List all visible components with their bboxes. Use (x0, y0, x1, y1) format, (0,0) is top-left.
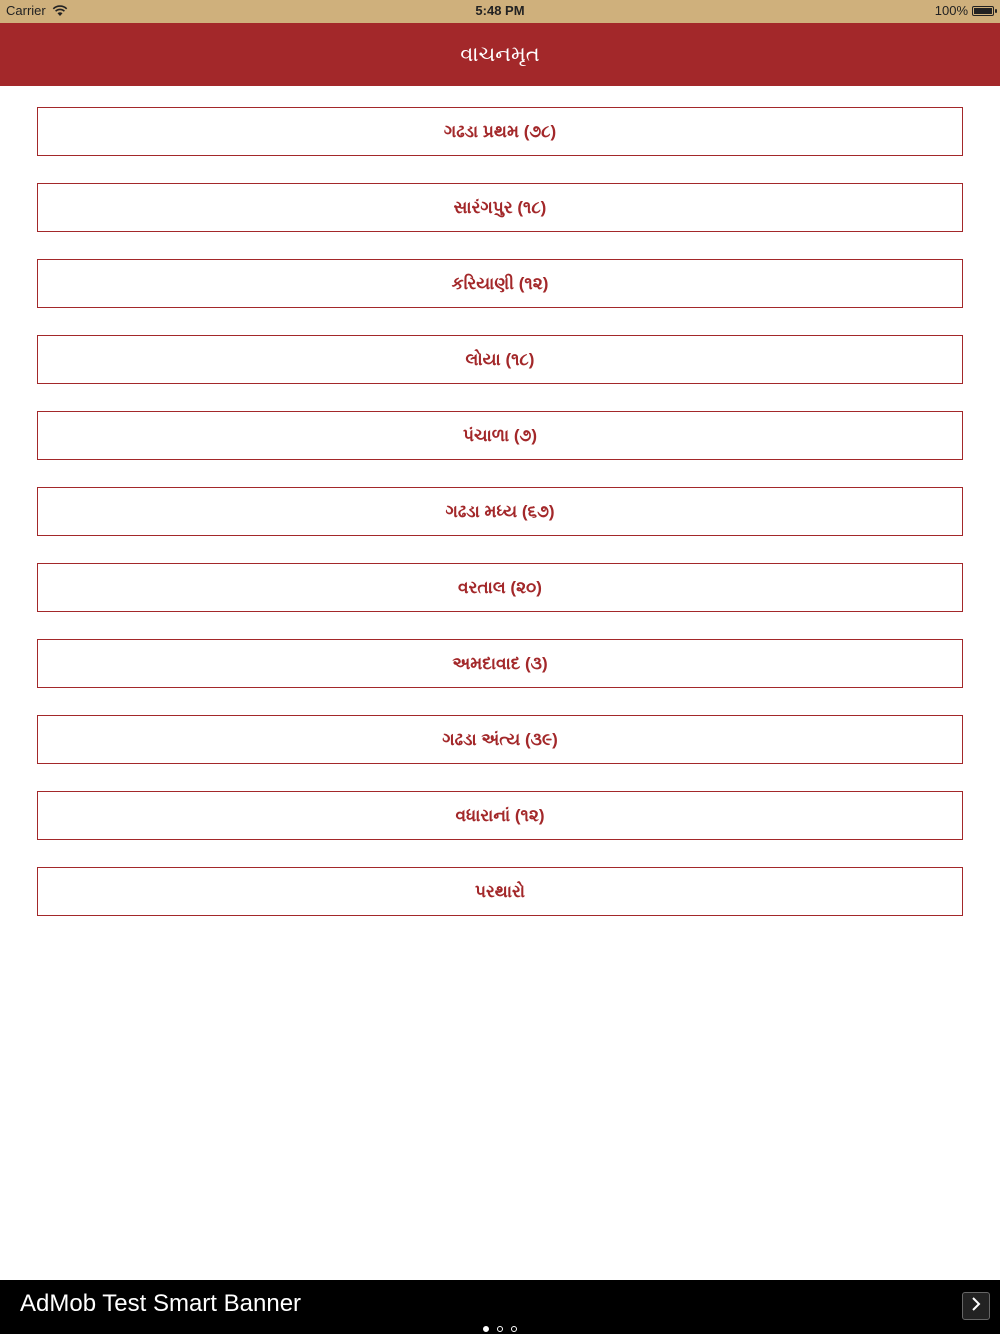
section-button-sarangpur[interactable]: સારંગપુર (૧૮) (37, 183, 963, 232)
section-button-panchala[interactable]: પંચાળા (૭) (37, 411, 963, 460)
section-button-kariyani[interactable]: કરિયાણી (૧૨) (37, 259, 963, 308)
chevron-right-icon (970, 1296, 982, 1317)
battery-fill (974, 8, 992, 14)
carrier-label: Carrier (6, 3, 46, 18)
section-button-gadhada-antya[interactable]: ગઢડા અંત્ય (૩૯) (37, 715, 963, 764)
section-button-vartal[interactable]: વરતાલ (૨૦) (37, 563, 963, 612)
page-indicator (0, 1326, 1000, 1332)
battery-percent: 100% (934, 3, 968, 18)
section-button-vadharana[interactable]: વધારાનાં (૧૨) (37, 791, 963, 840)
section-button-gadhada-madhya[interactable]: ગઢડા મધ્ય (૬૭) (37, 487, 963, 536)
status-right (935, 3, 994, 18)
ad-banner[interactable] (0, 1280, 1000, 1334)
page-dot (483, 1326, 489, 1332)
section-button-loya[interactable]: લોયા (૧૮) (37, 335, 963, 384)
ad-arrow-button[interactable] (962, 1292, 990, 1320)
status-bar (0, 0, 1000, 23)
page-title: વાચનમૃત (460, 42, 540, 66)
section-button-parthara[interactable]: પરથારો (37, 867, 963, 916)
ad-text: AdMob Test Smart Banner (20, 1290, 302, 1317)
nav-bar (0, 23, 1000, 86)
section-button-gadhada-pratham[interactable]: ગઢડા પ્રથમ (૭૮) (37, 107, 963, 156)
section-button-amdavad[interactable]: અમદાવાદ (૩) (37, 639, 963, 688)
section-list (37, 107, 963, 943)
battery-icon (972, 6, 994, 16)
page-dot (497, 1326, 503, 1332)
status-time: 5:48 PM (475, 3, 525, 18)
page-dot (511, 1326, 517, 1332)
